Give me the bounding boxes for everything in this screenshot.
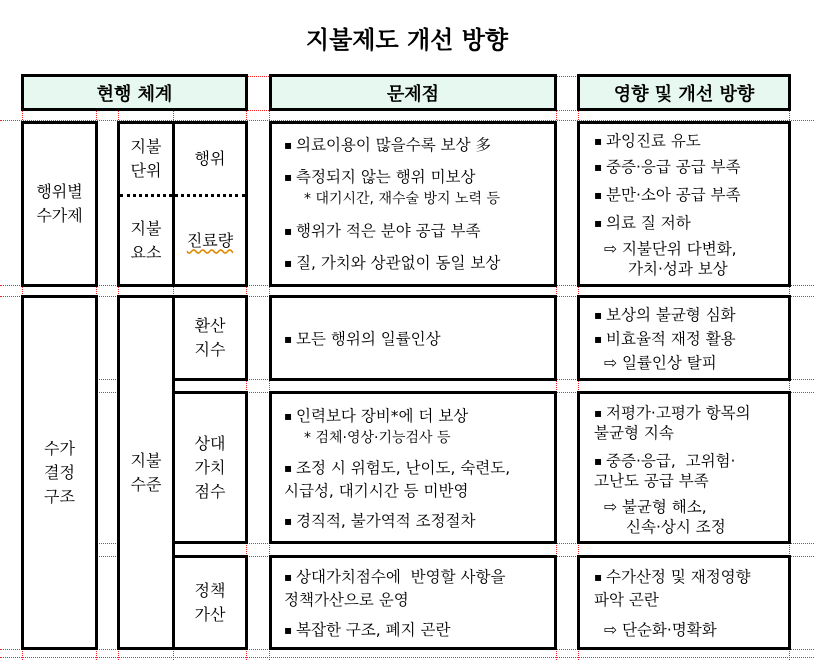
problem-note <box>284 189 544 209</box>
problems-policy-addition <box>269 555 557 650</box>
improvement-direction <box>594 353 778 373</box>
guide-line <box>96 556 118 557</box>
label-line: 지수 <box>194 340 226 359</box>
impact-item <box>594 213 778 233</box>
item-text: 불균형 지속 <box>594 423 674 442</box>
header-impact-direction <box>577 74 791 111</box>
item-text: 의료이용이 많을수록 보상 多 <box>296 136 491 154</box>
diagram-title: 지불제도 개선 방향 <box>305 26 509 54</box>
bullet-icon: ▪ <box>594 308 603 322</box>
item-text: 측정되지 않는 행위 미보상 <box>296 168 476 186</box>
section-fee-determination <box>21 295 98 650</box>
problem-item <box>284 135 544 155</box>
label-line: 점수 <box>194 481 226 501</box>
detail-text: 행위 <box>194 149 226 168</box>
guide-line <box>96 543 118 544</box>
impacts-conversion-factor <box>577 295 791 381</box>
bullet-icon: ▪ <box>594 216 603 230</box>
item-text: 신속·상시 조정 <box>626 517 726 536</box>
item-text: 가치·성과 보상 <box>628 260 728 278</box>
item-text: 중증·응급, 고위험· <box>606 451 736 470</box>
item-text: 경직적, 불가역적 조정절차 <box>296 512 476 530</box>
guide-line <box>556 110 578 111</box>
bullet-icon: ▪ <box>284 332 293 346</box>
problem-item <box>284 329 544 349</box>
guide-line <box>556 76 578 77</box>
improvement-direction <box>594 620 778 640</box>
item-text: 단순화·명확화 <box>621 621 717 639</box>
impact-item <box>594 451 778 491</box>
note-text: * 대기시간, 재수술 방지 노력 등 <box>304 191 500 207</box>
item-text: 행위가 적은 분야 공급 부족 <box>296 222 481 240</box>
problems-fee-for-service <box>269 121 557 287</box>
bullet-icon: ▪ <box>284 461 293 475</box>
problems-conversion-factor <box>269 295 557 381</box>
item-text: 상대가치점수에 반영할 사항을 <box>296 568 506 586</box>
bullet-icon: ▪ <box>284 623 293 637</box>
guide-line <box>96 392 118 393</box>
problem-item <box>284 253 544 273</box>
guide-line <box>0 657 814 658</box>
item-text: 모든 행위의 일률인상 <box>296 330 441 348</box>
header-problems-label: 문제점 <box>386 83 440 105</box>
arrow-icon: ⇨ <box>604 621 617 639</box>
problems-relative-value-score <box>269 391 557 544</box>
label-line: 요소 <box>130 242 162 262</box>
problem-item <box>284 458 544 501</box>
impact-item <box>594 305 778 325</box>
label-line: 환산 <box>194 316 226 335</box>
item-text: 파악 곤란 <box>594 591 659 609</box>
impacts-fee-for-service <box>577 121 791 287</box>
problem-item <box>284 511 544 531</box>
section-label-line: 수가 <box>44 438 75 458</box>
label-line: 지불 <box>130 137 162 156</box>
label-line: 가산 <box>194 604 226 624</box>
label-line: 상대 <box>194 433 226 453</box>
payment-unit-detail <box>175 124 245 194</box>
detail-relative-value-score <box>172 391 248 544</box>
label-line: 가치 <box>194 457 226 477</box>
payment-level-group <box>117 295 175 650</box>
bullet-icon: ▪ <box>594 570 603 584</box>
header-impact-direction-label: 영향 및 개선 방향 <box>613 83 755 105</box>
item-text: 정책가산으로 운영 <box>284 591 409 609</box>
item-text: 불균형 해소, <box>621 497 707 516</box>
item-text: 중증·응급 공급 부족 <box>606 158 741 176</box>
impact-item <box>594 567 778 610</box>
section-fee-for-service <box>21 121 98 287</box>
section-label-line: 수가제 <box>36 206 83 225</box>
bullet-icon: ▪ <box>284 409 293 423</box>
impact-item <box>594 329 778 349</box>
guide-line <box>247 110 269 111</box>
arrow-icon: ⇨ <box>604 354 617 372</box>
label-line: 수준 <box>130 474 162 494</box>
impact-item <box>594 185 778 205</box>
label-line: 정책 <box>194 580 226 600</box>
item-text: 비효율적 재정 활용 <box>606 330 736 348</box>
bullet-icon: ▪ <box>284 514 293 528</box>
problem-item <box>284 167 544 187</box>
label-line: 지불 <box>130 450 162 470</box>
bullet-icon: ▪ <box>594 160 603 174</box>
detail-policy-addition <box>172 555 248 650</box>
problem-item <box>284 406 544 426</box>
payment-unit-label <box>120 124 172 194</box>
section-label-line: 구조 <box>44 486 75 506</box>
bullet-icon: ▪ <box>594 405 603 420</box>
header-current-system-label: 현행 체계 <box>96 83 173 105</box>
arrow-icon: ⇨ <box>604 497 617 516</box>
bullet-icon: ▪ <box>284 224 293 238</box>
problem-note <box>284 428 544 448</box>
bullet-icon: ▪ <box>594 332 603 346</box>
item-text: 고난도 공급 부족 <box>594 471 709 490</box>
impact-item <box>594 157 778 177</box>
item-text: 의료 질 저하 <box>606 214 691 232</box>
impacts-policy-addition <box>577 555 791 650</box>
item-text: 수가산정 및 재정영향 <box>606 568 751 586</box>
payment-element-detail <box>175 197 245 284</box>
detail-text: 진료량 <box>186 230 234 250</box>
bullet-icon: ▪ <box>284 256 293 270</box>
item-text: 보상의 불균형 심화 <box>606 306 736 324</box>
item-text: 지불단위 다변화, <box>621 240 737 258</box>
problem-item <box>284 221 544 241</box>
bullet-icon: ▪ <box>284 570 293 584</box>
label-line: 단위 <box>130 161 162 180</box>
detail-conversion-factor <box>172 295 248 381</box>
bullet-icon: ▪ <box>284 138 293 152</box>
item-text: 일률인상 탈피 <box>621 354 717 372</box>
item-text: 시급성, 대기시간 등 미반영 <box>284 482 469 500</box>
header-current-system <box>21 74 248 111</box>
problem-item <box>284 620 544 640</box>
item-text: 복잡한 구조, 폐지 곤란 <box>296 621 451 639</box>
bullet-icon: ▪ <box>594 188 603 202</box>
item-text: 인력보다 장비*에 더 보상 <box>296 407 469 425</box>
problem-item <box>284 567 544 610</box>
impact-item <box>594 403 778 443</box>
item-text: 조정 시 위험도, 난이도, 숙련도, <box>296 459 511 477</box>
guide-line <box>247 76 269 77</box>
bullet-icon: ▪ <box>594 134 603 148</box>
arrow-icon: ⇨ <box>604 240 617 258</box>
impact-item <box>594 131 778 151</box>
improvement-direction <box>594 239 778 279</box>
header-problems <box>269 74 557 111</box>
payment-element-label <box>120 197 172 284</box>
guide-line <box>96 379 118 380</box>
item-text: 저평가·고평가 항목의 <box>606 403 751 422</box>
improvement-direction <box>594 497 778 537</box>
item-text: 질, 가치와 상관없이 동일 보상 <box>296 254 501 272</box>
section-label-line: 결정 <box>44 462 75 482</box>
impacts-relative-value-score <box>577 391 791 544</box>
item-text: 분만·소아 공급 부족 <box>606 186 741 204</box>
bullet-icon: ▪ <box>594 453 603 468</box>
bullet-icon: ▪ <box>284 170 293 184</box>
item-text: 과잉진료 유도 <box>606 132 701 150</box>
label-line: 지불 <box>130 218 162 238</box>
note-text: * 검체·영상·기능검사 등 <box>304 430 451 446</box>
section-label-line: 행위별 <box>36 182 83 201</box>
